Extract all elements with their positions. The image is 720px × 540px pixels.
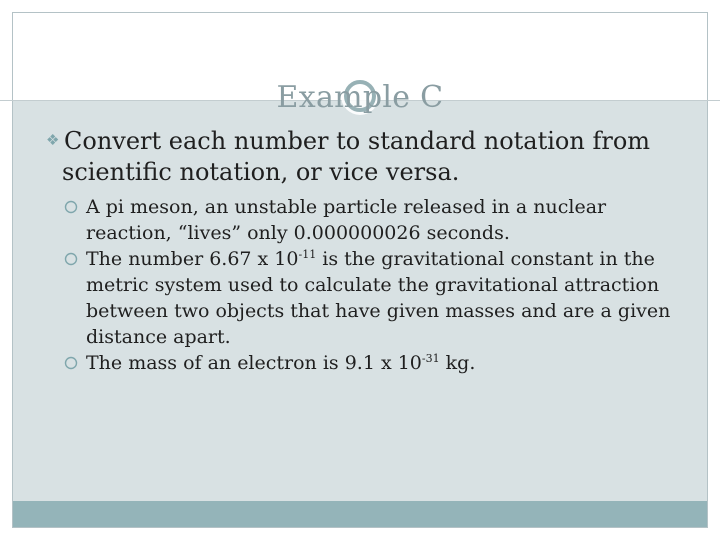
circle-bullet-icon [64,252,78,266]
exponent: -31 [421,352,440,365]
sub-point-text-before: The number 6.67 x 10 [86,248,299,270]
slide-body [46,126,686,376]
sub-point-gravitational-constant [46,246,686,350]
sub-point-text-after: kg. [439,352,476,374]
sub-point-pi-meson [46,194,686,246]
sub-point-list [46,194,686,376]
sub-point-text-before: The mass of an electron is 9.1 x 10 [86,352,422,374]
main-point-line1: Convert each number to standard notation from [64,127,651,155]
exponent: -11 [298,248,317,261]
slide-title: Example C [276,80,444,115]
main-bullet-icon: ❖ [46,131,60,149]
sub-point-text-after: is the gravitational constant in the metric system used to calculate the gravitational attraction between two objects that have given masses and are a given distance apart. [86,248,671,348]
sub-point-text: A pi meson, an unstable particle released in a nuclear reaction, “lives” only 0.000000026 seconds. [86,196,607,244]
circle-bullet-icon [64,200,78,214]
bottom-bar [13,501,707,527]
main-point [46,126,686,188]
circle-bullet-icon [64,356,78,370]
sub-point-electron-mass [46,350,686,376]
main-point-line2: scientific notation, or vice versa. [62,158,460,186]
